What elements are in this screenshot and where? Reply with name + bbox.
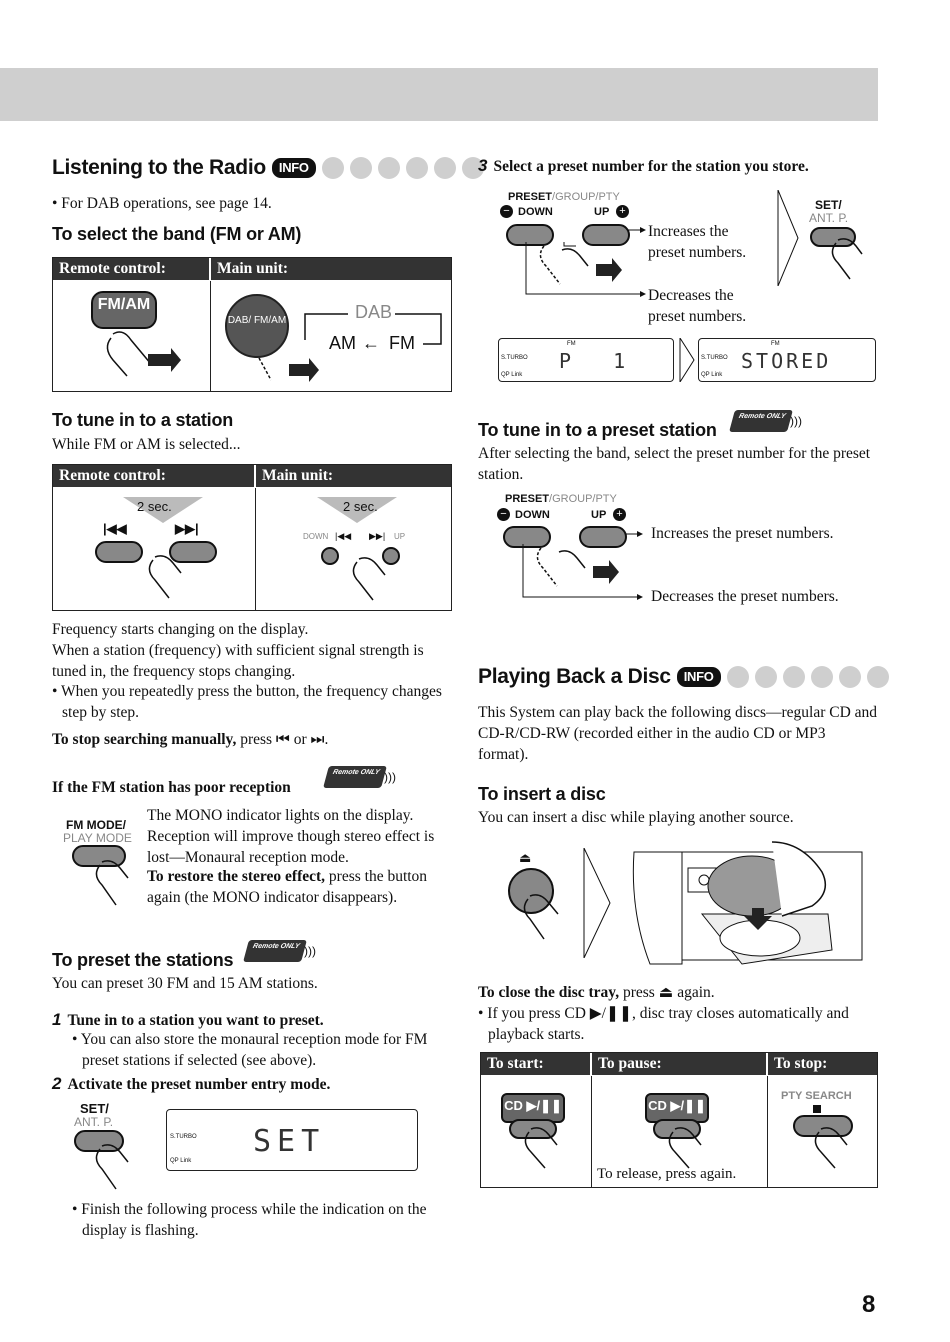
ant-p-label: ANT. P. — [74, 1115, 114, 1129]
playback-table — [480, 1052, 878, 1188]
remote-header: Remote control: — [53, 258, 211, 280]
tune-stop-rest: press ⏮ or ⏭. — [240, 731, 329, 748]
preset-step2 — [52, 1073, 330, 1095]
lcd-display-set — [166, 1109, 418, 1171]
close-note: • If you press CD ▶/❚❚, disc tray closes automatically and playback starts. — [478, 1005, 849, 1043]
page-number: 8 — [862, 1291, 876, 1318]
arrow-right-icon — [776, 190, 800, 286]
tune-p1: Frequency starts changing on the display. — [52, 621, 309, 638]
hold-remote-label: 2 sec. — [137, 499, 172, 514]
start-header: To start: — [481, 1053, 592, 1075]
finger-press-icon — [93, 320, 183, 380]
preset-heading: To preset the stations — [52, 950, 234, 970]
band-table-header — [53, 258, 451, 280]
finger-press-icon — [145, 555, 185, 600]
skip-back-icon: |◀◀ — [335, 531, 352, 541]
plus-icon: + — [613, 508, 626, 521]
poor-restore — [147, 866, 450, 908]
preset-step1-note: • You can also store the monaural reception mode for FM preset stations if selected (see above). — [72, 1031, 428, 1069]
lcd-qp-label: QP Link — [170, 1158, 192, 1164]
lcd-preset-text: P 1 — [559, 349, 632, 373]
eject-icon: ⏏ — [519, 850, 532, 865]
dab-fmam-button-label: DAB/ FM/AM — [227, 315, 287, 326]
decorative-dots — [322, 157, 484, 179]
stop-icon — [813, 1105, 821, 1113]
lcd-turbo-label: S.TURBO — [701, 355, 728, 361]
group-pty-label: /GROUP/PTY — [549, 493, 617, 505]
preset-group-label — [508, 191, 620, 203]
fmam-button-label: FM/AM — [97, 296, 151, 313]
poor-p1: The MONO indicator lights on the display. Reception will improve though stereo effect is lost—Monaural reception mode. — [147, 807, 435, 866]
decorative-dots — [727, 666, 889, 688]
release-note: To release, press again. — [597, 1166, 737, 1182]
cycle-dab-label: DAB — [355, 302, 393, 322]
ant-p-label: ANT. P. — [809, 211, 849, 225]
down-label: DOWN — [515, 509, 550, 521]
playback-table-header — [481, 1053, 877, 1075]
tune-heading: To tune in to a station — [52, 410, 234, 430]
tune-stop — [52, 729, 452, 750]
skip-back-icon: |◀◀ — [103, 521, 127, 536]
preset-tune-heading: To tune in to a preset station — [478, 420, 717, 440]
preset-label: PRESET — [505, 493, 550, 505]
finger-press-icon — [521, 1127, 561, 1171]
step3-text: Select a preset number for the station you store. — [493, 158, 809, 175]
up-label: UP — [394, 532, 406, 541]
close-bold: To close the disc tray, — [478, 984, 620, 1001]
step-number: 3 — [478, 156, 488, 175]
lcd-display-preset — [498, 338, 674, 382]
play-mode-label: PLAY MODE — [63, 831, 132, 845]
arrow-left-icon: ← — [362, 333, 380, 353]
lcd-qp-label: QP Link — [701, 372, 723, 378]
stop-header: To stop: — [774, 1055, 828, 1072]
preset-tune-intro: After selecting the band, select the preset number for the preset station. — [478, 445, 871, 483]
pty-search-label: PTY SEARCH — [781, 1090, 852, 1102]
header-bar — [0, 68, 878, 121]
lcd-set-text: SET — [253, 1124, 326, 1159]
main-header: Main unit: — [217, 260, 289, 277]
preset-tune-decreases: Decreases the preset numbers. — [651, 588, 839, 605]
finger-press-icon — [811, 1127, 851, 1171]
insert-intro: You can insert a disc while playing another source. — [478, 809, 794, 826]
lcd-display-stored — [698, 338, 876, 382]
tune-p2: When a station (frequency) with sufficient signal strength is tuned in, the frequency stops changing. — [52, 642, 424, 680]
insert-heading: To insert a disc — [478, 784, 606, 804]
plus-icon: + — [616, 205, 629, 218]
preset-label: PRESET — [508, 191, 553, 203]
tune-p3: • When you repeatedly press the button, the frequency changes step by step. — [52, 683, 442, 721]
cd-button-label: CD ▶/❚❚ — [648, 1098, 706, 1113]
cd-button-label: CD ▶/❚❚ — [504, 1098, 562, 1113]
up-label: UP — [591, 509, 607, 521]
signal-icon: ))) — [304, 944, 316, 958]
finger-press-icon — [349, 557, 389, 602]
disc-tray-illustration — [632, 832, 864, 968]
step1-text: Tune in to a station you want to preset. — [67, 1012, 324, 1029]
finger-press-icon — [520, 894, 570, 944]
lcd-turbo-label: S.TURBO — [501, 355, 528, 361]
lcd-fm-label: FM — [771, 341, 780, 347]
pause-header: To pause: — [592, 1053, 768, 1075]
tune-stop-bold: To stop searching manually, — [52, 731, 237, 748]
set-label: SET/ — [80, 1101, 109, 1116]
remote-only-badge: Remote ONLY — [323, 766, 387, 788]
info-badge: INFO — [272, 158, 316, 178]
restore-rest: press the button again (the MONO indicator disappears). — [147, 868, 428, 906]
signal-icon: ))) — [790, 414, 802, 428]
section-title-disc — [478, 665, 889, 689]
preset-intro: You can preset 30 FM and 15 AM stations. — [52, 975, 318, 992]
down-label: DOWN — [303, 532, 329, 541]
disc-intro: This System can play back the following discs—regular CD and CD-R/CD-RW (recorded either in the audio CD or MP3 format). — [478, 704, 878, 763]
fm-mode-label: FM MODE/ — [66, 818, 126, 832]
down-button[interactable] — [321, 547, 339, 565]
skip-forward-icon: ▶▶| — [175, 521, 199, 536]
minus-icon: − — [497, 508, 510, 521]
finish-note: • Finish the following process while the indication on the display is flashing. — [72, 1201, 427, 1239]
hold-main-label: 2 sec. — [343, 499, 378, 514]
lcd-turbo-label: S.TURBO — [170, 1134, 197, 1140]
step-number: 1 — [52, 1010, 62, 1029]
section-title-radio — [52, 156, 484, 180]
step2-text: Activate the preset number entry mode. — [67, 1076, 331, 1093]
arrow-right-icon — [582, 848, 612, 958]
finger-press-icon — [828, 238, 864, 282]
info-badge: INFO — [677, 667, 721, 687]
tune-intro: While FM or AM is selected... — [52, 436, 241, 453]
finger-press-icon — [92, 1144, 132, 1194]
radio-title-text: Listening to the Radio — [52, 156, 266, 179]
lcd-stored-text: STORED — [741, 349, 832, 373]
preset-step3 — [478, 155, 809, 177]
close-rest: press ⏏ again. — [622, 984, 715, 1001]
minus-icon: − — [500, 205, 513, 218]
cycle-fm-label: FM — [389, 333, 415, 353]
group-pty-label: /GROUP/PTY — [552, 191, 620, 203]
preset-step1 — [52, 1009, 324, 1031]
restore-bold: To restore the stereo effect, — [147, 868, 326, 885]
finger-press-icon — [92, 860, 132, 910]
tune-table-header — [53, 465, 451, 487]
band-table — [52, 257, 452, 392]
skip-back-button[interactable] — [95, 541, 143, 563]
band-cycle-arrows — [303, 312, 448, 357]
preset-increases: Increases the preset numbers. — [648, 223, 747, 261]
step-number: 2 — [52, 1074, 62, 1093]
preset-group-label — [505, 493, 617, 505]
poor-heading: If the FM station has poor reception — [52, 779, 291, 796]
signal-icon: ))) — [384, 770, 396, 784]
band-heading: To select the band (FM or AM) — [52, 224, 302, 244]
skip-forward-icon: ▶▶| — [369, 531, 386, 541]
preset-tune-increases: Increases the preset numbers. — [651, 525, 834, 542]
down-label: DOWN — [518, 206, 553, 218]
arrow-right-icon — [678, 338, 696, 382]
lcd-fm-label: FM — [567, 341, 576, 347]
cycle-am-label: AM — [329, 333, 356, 353]
up-label: UP — [594, 206, 610, 218]
preset-arrows — [497, 518, 647, 604]
preset-decreases: Decreases the preset numbers. — [648, 287, 747, 325]
set-label: SET/ — [815, 198, 842, 212]
remote-only-badge: Remote ONLY — [729, 410, 793, 432]
dab-note: • For DAB operations, see page 14. — [52, 195, 272, 212]
preset-arrows — [500, 216, 650, 300]
remote-header: Remote control: — [53, 465, 256, 487]
close-tray — [478, 982, 715, 1003]
remote-only-badge: Remote ONLY — [243, 940, 307, 962]
disc-title-text: Playing Back a Disc — [478, 665, 671, 688]
lcd-qp-label: QP Link — [501, 372, 523, 378]
main-header: Main unit: — [262, 467, 334, 484]
tune-table — [52, 464, 452, 611]
